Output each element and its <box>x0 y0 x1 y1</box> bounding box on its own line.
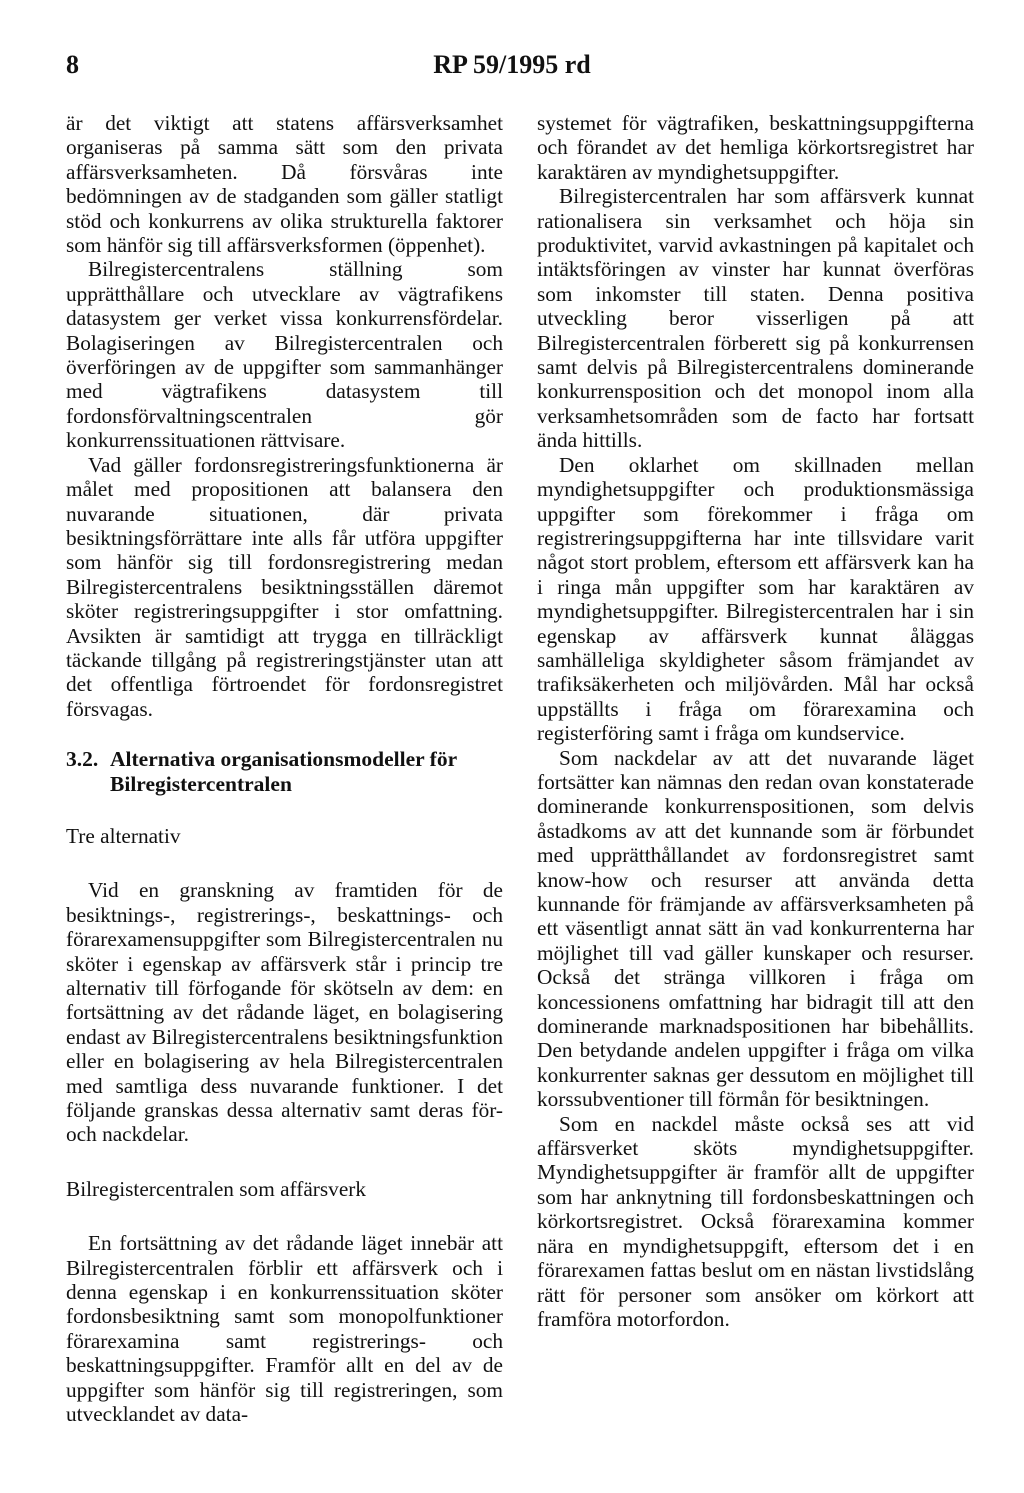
subheading-affarsverk: Bilregistercentralen som affärsverk <box>66 1176 367 1201</box>
paragraph: Vad gäller fordonsregistreringsfunktionerna är målet med propositionen att balansera den nuvarande situationen, där privata besiktningsförrättare inte alls får utföra uppgifter som hänför sig till fordonsregistrering medan Bilregistercentralens besiktningsställen däremot sköter registreringsuppgifter i stor omfattning. Avsikten är samtidigt att trygga en tillräckligt täckande tillgång på registreringstjänster utan att det offentliga förtroendet för fordonsregistret försvagas. <box>66 452 503 721</box>
paragraph: Bilregistercentralen har som affärsverk kunnat rationalisera sin verksamhet och höja sin produktivitet, varvid avkastningen på kapitalet och intäktsföringen av vinster har kunnat överföras som inkomster till staten. Denna positiva utveckling beror visserligen på att Bilregistercentralen förberett sig på konkurrensen samt delvis på Bilregistercentralens dominerande konkurrensposition och det monopol inom alla verksamhetsområden som de facto har fortsatt ända hittills. <box>537 184 974 453</box>
paragraph: Vid en granskning av framtiden för de besiktnings-, registrerings-, beskattnings- och förarexamensuppgifter som Bilregistercentralen nu sköter i egenskap av affärsverk står i princip tre alternativ till förfogande för skötseln av dem: en fortsättning av det rådande läget, en bolagisering endast av Bilregistercentralens besiktningsfunktion eller en bolagisering av hela Bilregistercentralen med samtliga dess nuvarande funktioner. I det följande granskas dessa alternativ samt deras för- och nackdelar. <box>66 878 503 1147</box>
section-title: Alternativa organisationsmodeller för Bilregistercentralen <box>110 747 457 796</box>
page-number: 8 <box>66 50 79 79</box>
section-heading <box>66 747 503 796</box>
section-number: 3.2. <box>66 747 99 772</box>
paragraph: Den oklarhet om skillnaden mellan myndighetsuppgifter och produktionsmässiga uppgifter som förekommer i fråga om registreringsuppgifterna har inte tillsvidare varit något stort problem, eftersom ett affärsverk kan ha i ringa mån uppgifter som har karaktären av myndighetsuppgifter. Bilregistercentralen har i sin egenskap av affärsverk kunnat åläggas samhälleliga skyldigheter såsom främjandet av trafiksäkerheten och miljövården. Mål har också uppställts i fråga om förarexamina och registerföring samt i fråga om kundservice. <box>537 452 974 746</box>
subheading-tre-alternativ: Tre alternativ <box>66 823 181 848</box>
paragraph: systemet för vägtrafiken, beskattningsuppgifterna och förandet av det hemliga körkortsregistret har karaktären av myndighetsuppgifter. <box>537 111 974 184</box>
document-reference: RP 59/1995 rd <box>433 50 591 79</box>
right-column <box>537 111 974 1331</box>
paragraph: Som nackdelar av att det nuvarande läget fortsätter kan nämnas den redan ovan konstaterade dominerande konkurrenspositionen, som delvis åstadkoms av att det kunnande som är förbundet med upprätthållandet av fordonsregistret samt know-how och resurser att använda detta kunnande för främjande av affärsverksamheten på ett väsentligt annat sätt än vad konkurrenterna har möjlighet till vad gäller kunskaper och resurser. Också det stränga villkoren i fråga om koncessionens omfattning har bidragit till att den dominerande marknadspositionen har bibehållits. Den betydande andelen uppgifter i fråga om vilka konkurrenter saknas ger dessutom en möjlighet till korssubventioner till förmån för besiktningen. <box>537 745 974 1112</box>
paragraph: Bilregistercentralens ställning som upprätthållare och utvecklare av vägtrafikens datasystem ger verket vissa konkurrensfördelar. Bolagiseringen av Bilregistercentralen och överföringen av de uppgifter som sammanhänger med vägtrafikens datasystem till fordonsförvaltningscentralen gör konkurrenssituationen rättvisare. <box>66 257 503 453</box>
left-column <box>66 111 503 1427</box>
paragraph: Som en nackdel måste också ses att vid affärsverket sköts myndighetsuppgifter. Myndighetsuppgifter är framför allt de uppgifter som har anknytning till fordonsbeskattningen och körkortsregistret. Också förarexamina kommer nära en myndighetsuppgift, eftersom det i en förarexamen fattas beslut om en nästan livstidslång rätt för personer som ansöker om körkort att framföra motorfordon. <box>537 1111 974 1331</box>
paragraph: är det viktigt att statens affärsverksamhet organiseras på samma sätt som den privata affärsverksamheten. Då försvåras inte bedömningen av de stadganden som gäller statligt stöd och konkurrens av olika strukturella faktorer som hänför sig till affärsverksformen (öppenhet). <box>66 111 503 258</box>
paragraph: En fortsättning av det rådande läget innebär att Bilregistercentralen förblir ett affärsverk och i denna egenskap i en konkurrenssituation sköter fordonsbesiktning samt som monopolfunktioner förarexamina samt registrerings- och beskattningsuppgifter. Framför allt en del av de uppgifter som hänför sig till registreringen, som utvecklandet av data- <box>66 1231 503 1427</box>
